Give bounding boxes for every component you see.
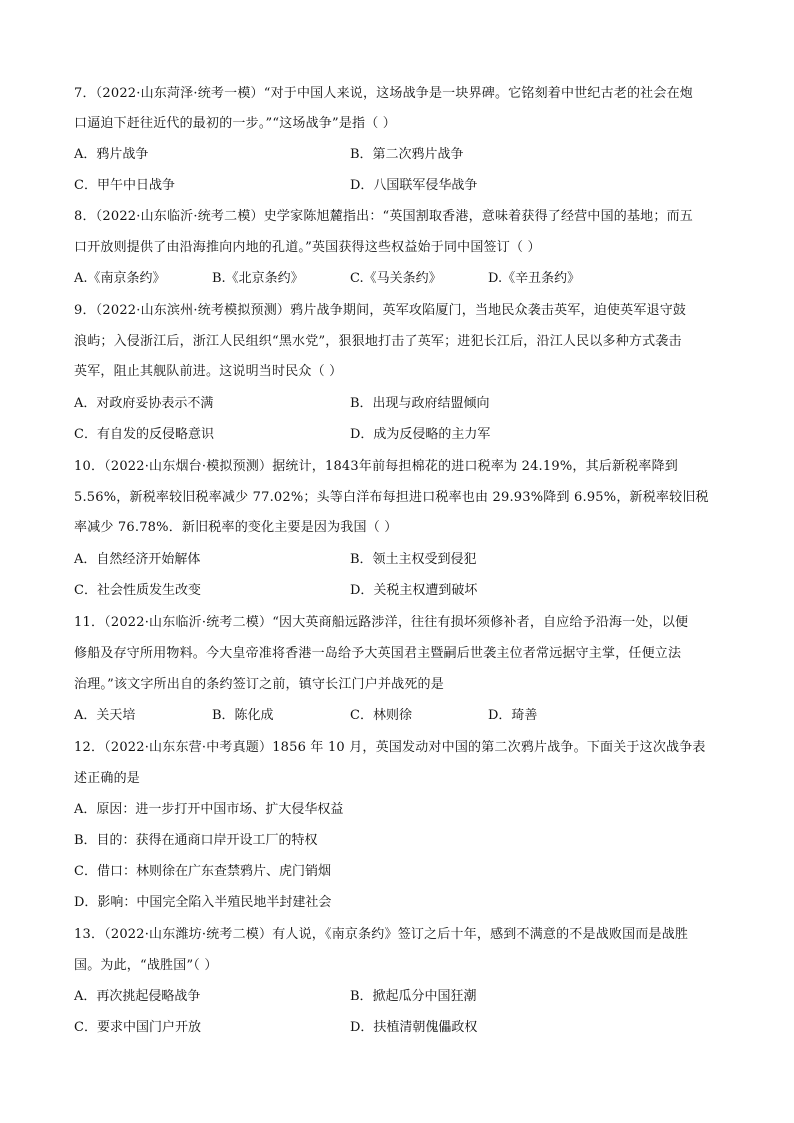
question-stem-line: 口开放则提供了由沿海推向内地的孔道。”英国获得这些权益始于同中国签订（ ）	[74, 240, 541, 255]
question-stem-line: 国。为此，“战胜国”（ ）	[74, 958, 218, 973]
question-stem-line: 英军，阻止其舰队前进。这说明当时民众（ ）	[74, 364, 343, 379]
question-stem-line: 述正确的是	[74, 771, 141, 786]
option-c[interactable]: C．借口：林则徐在广东查禁鸦片、虎门销烟	[74, 864, 331, 879]
option-b[interactable]: B．领土主权受到侵犯	[350, 552, 477, 567]
option-a[interactable]: A．自然经济开始解体	[74, 552, 201, 567]
question-stem-line: 治理。”该文字所出自的条约签订之前，镇守长江门户并战死的是	[74, 677, 444, 692]
option-c[interactable]: C．社会性质发生改变	[74, 583, 201, 598]
option-a[interactable]: A．对政府妥协表示不满	[74, 396, 214, 411]
option-a[interactable]: A．关天培	[74, 708, 136, 723]
option-b[interactable]: B．掀起瓜分中国狂潮	[350, 989, 477, 1004]
option-d[interactable]: D.《辛丑条约》	[488, 271, 581, 286]
option-d[interactable]: D．扶植清朝傀儡政权	[350, 1020, 478, 1035]
option-d[interactable]: D．影响：中国完全陷入半殖民地半封建社会	[74, 895, 332, 910]
option-c[interactable]: C．林则徐	[350, 708, 412, 723]
question-stem-line: 11．（2022·山东临沂·统考二模）“因大英商船远路涉洋，往往有损坏须修补者，自应给予沿海一处，以便	[74, 615, 689, 630]
question-stem-line: 修船及存守所用物料。今大皇帝准将香港一岛给予大英国君主暨嗣后世袭主位者常远据守主掌，任便立法	[74, 646, 682, 661]
option-c[interactable]: C．有自发的反侵略意识	[74, 427, 214, 442]
option-a[interactable]: A．原因：进一步打开中国市场、扩大侵华权益	[74, 802, 344, 817]
option-c[interactable]: C.《马关条约》	[350, 271, 442, 286]
question-stem-line: 10．（2022·山东烟台·模拟预测）据统计，1843年前每担棉花的进口税率为 24.19%，其后新税率降到	[74, 459, 678, 474]
question-stem-line: 5.56%，新税率较旧税率减少 77.02%；头等白洋布每担进口税率也由 29.93%降到 6.95%，新税率较旧税	[74, 490, 709, 505]
option-d[interactable]: D．八国联军侵华战争	[350, 178, 478, 193]
question-stem-line: 率减少 76.78%．新旧税率的变化主要是因为我国（ ）	[74, 520, 398, 535]
question-stem-line: 7．（2022·山东菏泽·统考一模）“对于中国人来说，这场战争是一块界碑。它铭刻着中世纪古老的社会在炮	[74, 86, 693, 101]
option-a[interactable]: A.《南京条约》	[74, 271, 166, 286]
question-stem-line: 13．（2022·山东潍坊·统考二模）有人说，《南京条约》签订之后十年，感到不满意的不是战败国而是战胜	[74, 927, 689, 942]
option-c[interactable]: C．甲午中日战争	[74, 178, 175, 193]
option-b[interactable]: B.《北京条约》	[212, 271, 304, 286]
option-c[interactable]: C．要求中国门户开放	[74, 1020, 201, 1035]
option-a[interactable]: A．鸦片战争	[74, 147, 149, 162]
question-stem-line: 浪屿；入侵浙江后，浙江人民组织“黑水党”，狠狠地打击了英军；进犯长江后，沿江人民以多种方式袭击	[74, 334, 682, 349]
question-stem-line: 9．（2022·山东滨州·统考模拟预测）鸦片战争期间，英军攻陷厦门，当地民众袭击英军，迫使英军退守鼓	[74, 303, 687, 318]
option-a[interactable]: A．再次挑起侵略战争	[74, 989, 201, 1004]
option-d[interactable]: D．成为反侵略的主力军	[350, 427, 491, 442]
question-stem-line: 8．（2022·山东临沂·统考二模）史学家陈旭麓指出：“英国割取香港，意味着获得了经营中国的基地；而五	[74, 209, 693, 224]
option-d[interactable]: D．琦善	[488, 708, 538, 723]
option-d[interactable]: D．关税主权遭到破坏	[350, 583, 478, 598]
question-stem-line: 12．（2022·山东东营·中考真题）1856 年 10 月，英国发动对中国的第二次鸦片战争。下面关于这次战争表	[74, 740, 706, 755]
option-b[interactable]: B．出现与政府结盟倾向	[350, 396, 490, 411]
option-b[interactable]: B．陈化成	[212, 708, 274, 723]
option-b[interactable]: B．目的：获得在通商口岸开设工厂的特权	[74, 833, 318, 848]
question-stem-line: 口逼迫下赶往近代的最初的一步。”“这场战争”是指（ ）	[74, 116, 396, 131]
option-b[interactable]: B．第二次鸦片战争	[350, 147, 464, 162]
